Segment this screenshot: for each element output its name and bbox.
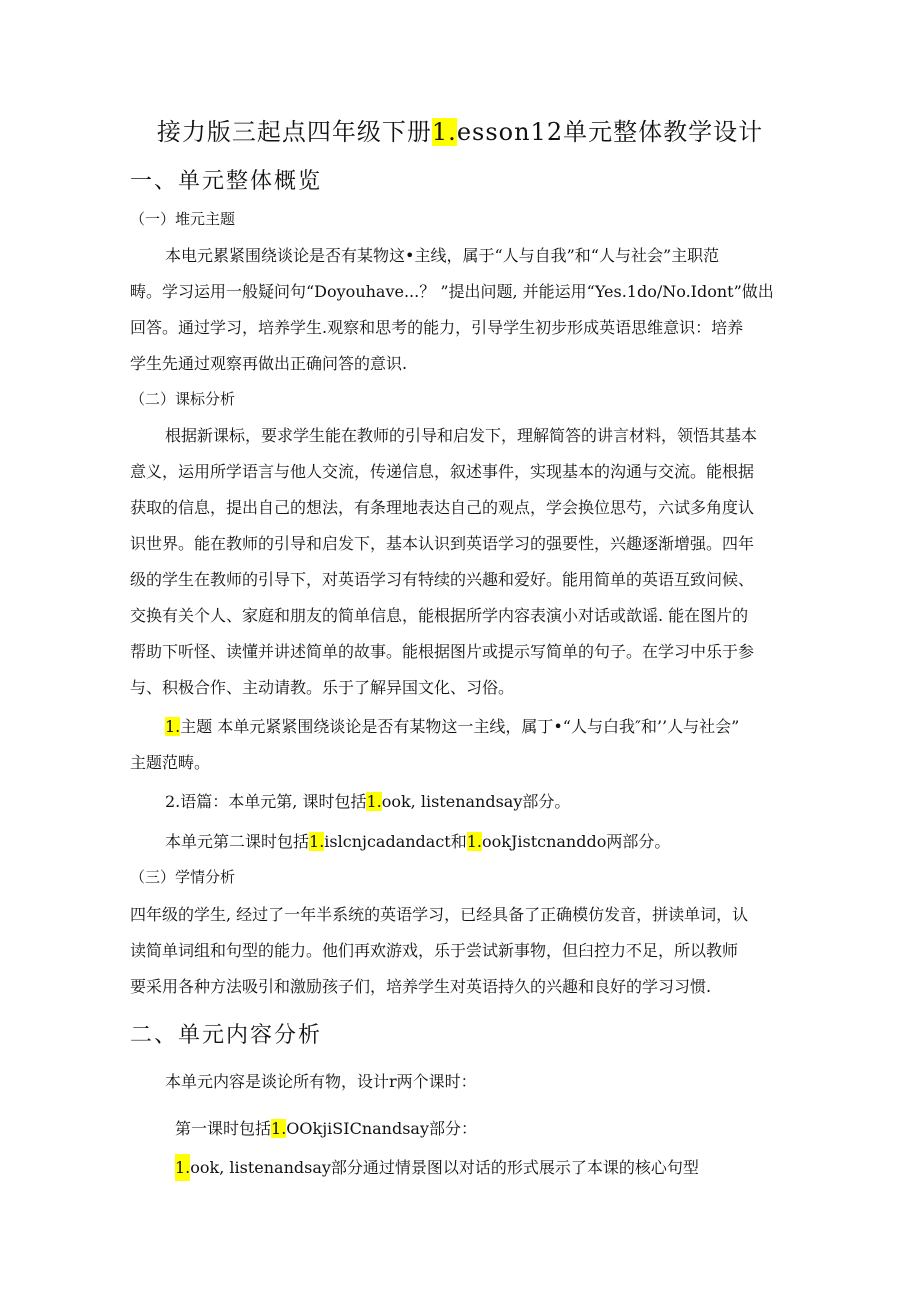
subheading-unit-theme: （一）堆元主题 (130, 210, 236, 228)
paragraph-line: 帮助下听怪、读懂并讲述简单的故事。能根据图片或提示写简单的句子。在学习中乐于参 (130, 642, 755, 661)
title-highlight: 1. (431, 118, 457, 146)
paragraph-text: ook, listenandsay部分通过情景图以对话的形式展示了本课的核心句型 (190, 1158, 699, 1177)
paragraph-look-listen-say (175, 1155, 699, 1178)
list-item-text: 本单元第二课时包括 (165, 832, 310, 851)
paragraph-line: 识世界。能在教师的引导和启发下，基本认识到英语学习的强要性，兴趣逐渐增强。四年 (130, 534, 755, 553)
highlight-mark: 1. (466, 832, 482, 851)
title-text: 接力版三起点四年级下册 (156, 118, 432, 146)
list-item-theme (165, 714, 739, 737)
highlight-mark: 1. (366, 792, 382, 811)
paragraph-line: 与、积极合作、主动请教。乐于了解异国文化、习俗。 (130, 678, 515, 697)
subheading-curriculum-analysis: （二）课标分析 (130, 390, 236, 408)
paragraph-line: 回答。通过学习，培养学生.观察和思考的能力，引导学生初步形成英语思维意识：培养 (130, 318, 744, 337)
subheading-learner-analysis: （三）学情分析 (130, 868, 236, 886)
paragraph-line: 获取的信息，提出自己的想法，有条理地表达自己的观点，学会换位思芍，六试多角度认 (130, 498, 755, 517)
paragraph-line: 要采用各种方法吸引和激励孩子们，培养学生对英语持久的兴趣和良好的学习习惯. (130, 977, 712, 996)
paragraph-first-lesson (175, 1116, 477, 1139)
list-item-text: 2.语篇：本单元第, 课时包括 (165, 792, 367, 811)
paragraph-line: 四年级的学生, 经过了一年半系统的英语学习，已经具备了正确模仿发音，拼读单词，认 (130, 905, 749, 924)
paragraph-line: 读简单词组和句型的能力。他们再欢游戏，乐于尝试新事物，但臼控力不足，所以教师 (130, 941, 739, 960)
list-item-text-rest: ookJistcnanddo两部分。 (481, 832, 671, 851)
paragraph-text: 第一课时包括 (175, 1119, 272, 1138)
section-heading-content-analysis: 二、单元内容分析 (130, 1023, 323, 1048)
paragraph-line: 级的学生在教师的引导下，对英语学习有特续的兴趣和爱好。能用简单的英语互致问候、 (130, 570, 755, 589)
paragraph-line: 主题范畴。 (130, 753, 211, 772)
paragraph-line: 学生先通过观察再做出正确问答的意识. (130, 354, 408, 373)
title-text-rest: esson12单元整体教学设计 (456, 118, 764, 146)
list-item-discourse (165, 789, 570, 812)
highlight-mark: 1. (165, 717, 181, 736)
list-item-text: 主题 本单元紧紧围绕谈论是否有某物这一主线，属丁•“人与白我″和’’人与社会” (180, 717, 740, 736)
paragraph-line: 根据新课标，要求学生能在教师的引导和启发下，理解简答的讲言材料，领悟其基本 (165, 426, 758, 445)
paragraph-line: 本电元累紧围绕谈论是否有某物这•主线，属于“人与自我”和“人与社会”主职范 (165, 246, 720, 265)
document-title (0, 112, 920, 147)
list-item-text-rest: ook, listenandsay部分。 (381, 792, 571, 811)
paragraph-line: 本单元内容是谈论所有物，设计r两个课时： (165, 1072, 477, 1091)
highlight-mark: 1. (175, 1154, 190, 1181)
paragraph-line: 意义，运用所学语言与他人交流，传递信息，叙述事件，实现基本的沟通与交流。能根据 (130, 462, 755, 481)
paragraph-text-rest: OOkjiSICnandsay部分： (286, 1119, 477, 1138)
section-heading-overview: 一、单元整体概览 (130, 169, 323, 194)
highlight-mark: 1. (309, 832, 325, 851)
highlight-mark: 1. (271, 1119, 287, 1138)
paragraph-line: 畴。学习运用一般疑问句“Doyouhave...？ ”提出问题, 并能运用“Yes.1do∕No.Idont”做出 (130, 282, 774, 301)
paragraph-line: 交换有关个人、家庭和朋友的简单信息，能根据所学内容表演小对话或歆谣. 能在图片的 (130, 606, 749, 625)
list-item-second-lesson (165, 829, 670, 852)
list-item-text-mid: islcnjcadandact和 (324, 832, 467, 851)
